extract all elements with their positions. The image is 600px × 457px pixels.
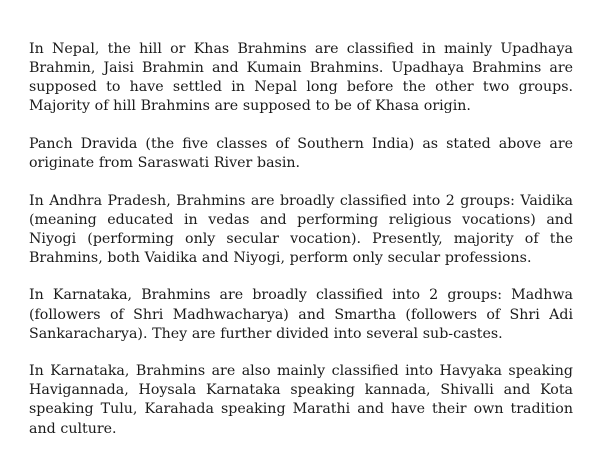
document-page xyxy=(29,40,573,457)
paragraph-nepal-brahmins: In Nepal, the hill or Khas Brahmins are classified in mainly Upadhaya Brahmin, Jaisi Brahmin and Kumain Brahmins. Upadhaya Brahmins are supposed to have settled in Nepal long before the other two groups. Majority of hill Brahmins are supposed to be of Khasa origin. xyxy=(29,41,573,115)
paragraph-andhra-pradesh: In Andhra Pradesh, Brahmins are broadly classified into 2 groups: Vaidika (meaning educated in vedas and performing religious vocations) and Niyogi (performing only secular vocation). Presently, majority of the Brahmins, both Vaidika and Niyogi, perform only secular professions. xyxy=(29,192,573,266)
paragraph-panch-dravida: Panch Dravida (the five classes of Southern India) as stated above are originate from Saraswati River basin. xyxy=(29,135,573,171)
paragraph-karnataka-groups: In Karnataka, Brahmins are broadly classified into 2 groups: Madhwa (followers of Shri Madhwacharya) and Smartha (followers of Shri Adi Sankaracharya). They are further divided into several sub-castes. xyxy=(29,287,573,342)
paragraph-karnataka-languages: In Karnataka, Brahmins are also mainly classified into Havyaka speaking Havigannada, Hoysala Karnataka speaking kannada, Shivalli and Kota speaking Tulu, Karahada speaking Marathi and have their own tradition and culture. xyxy=(29,363,573,437)
